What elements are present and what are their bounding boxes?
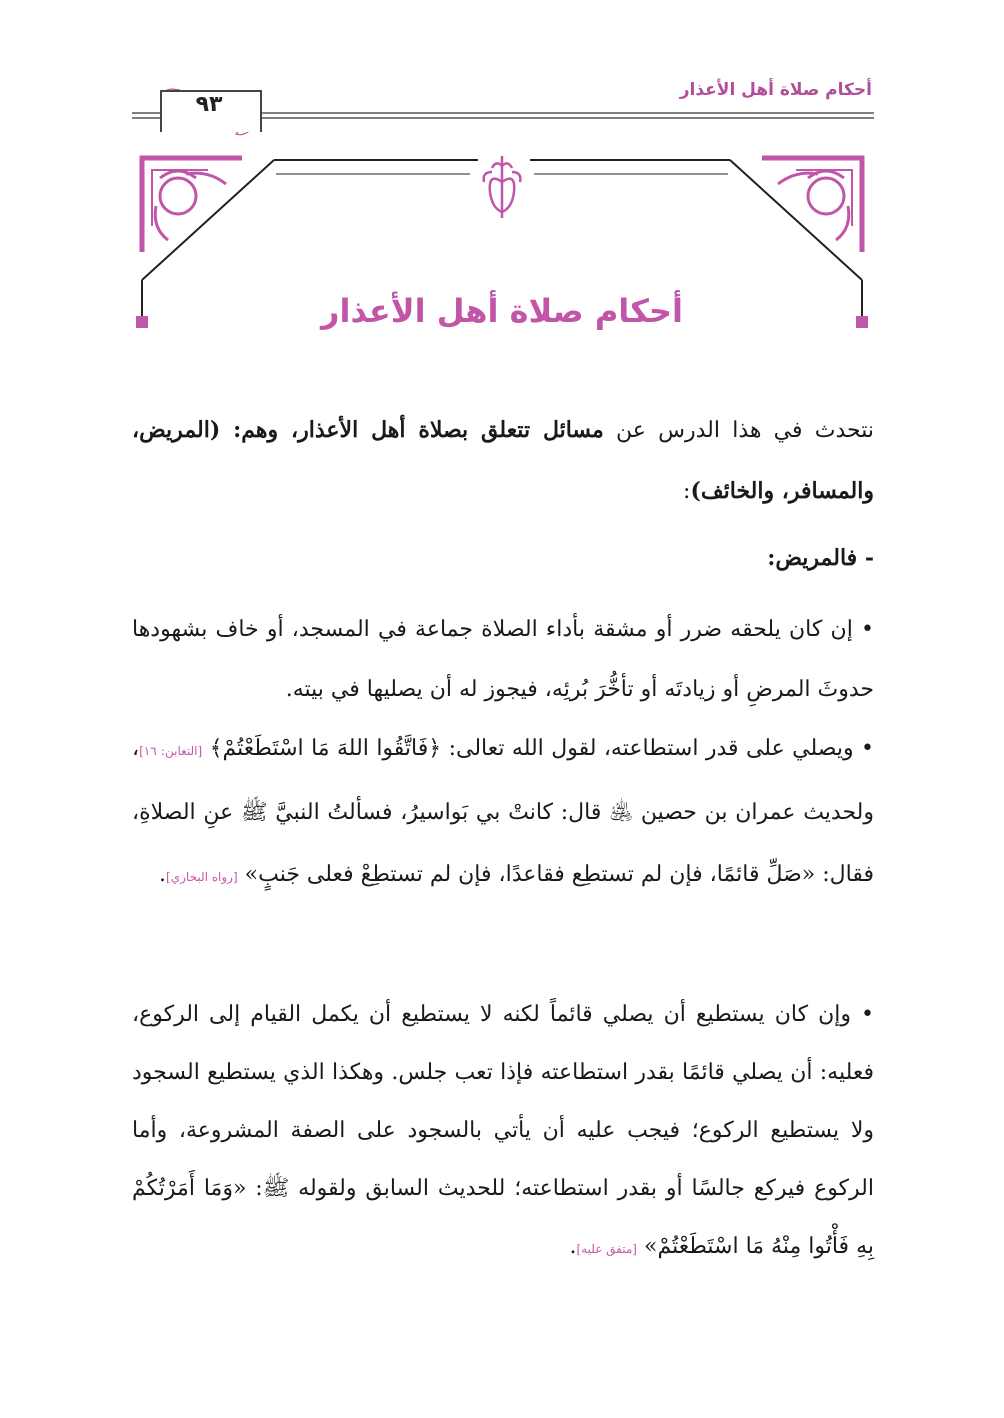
corner-ornament-left-icon [142, 158, 242, 252]
subheading-text: - فالمريض: [767, 545, 874, 571]
para3-end: . [569, 1234, 577, 1259]
para2-text-a: • ويصلي على قدر استطاعته، لقول الله تعالى: ﴿فَاتَّقُوا اللهَ مَا اسْتَطَعْتُمْ﴾ [209, 736, 874, 761]
center-ornament-icon [484, 156, 521, 218]
paragraph-sick-congregation: • إن كان يلحقه ضرر أو مشقة بأداء الصلاة جماعة في المسجد، أو خاف بشهودها حدوثَ المرضِ أو زيادتَه أو تأخُّرَ بُرئِه، فيجوز له أن يصليها في بيته. [132, 617, 874, 702]
running-header-title: أحكام صلاة أهل الأعذار [679, 80, 872, 100]
chapter-title: أحكام صلاة أهل الأعذار [321, 292, 683, 330]
paragraph-standing-bowing [132, 986, 874, 1278]
para2-text-b: ، ولحديث عمران بن حصين ﵁ قال: كانتْ بي بَواسيرُ، فسألتُ النبيَّ ﷺ عنِ الصلاةِ، فقال: «صَلِّ قائمًا، فإن لم تستطِع فقاعدًا، فإن لم تستطِعْ فعلى جَنبٍ» [132, 736, 874, 887]
para2-end: . [159, 862, 167, 887]
intro-text: نتحدث في هذا الدرس عن [603, 418, 874, 443]
page-number: ٩٣ [195, 92, 223, 117]
intro-paragraph [132, 400, 874, 522]
intro-end: : [683, 479, 691, 504]
hadith-reference-bukhari: [رواه البخاري] [166, 870, 238, 884]
quran-reference: [التغابن: ١٦] [139, 744, 203, 758]
paragraph-pray-ability [132, 718, 874, 908]
corner-ornament-right-icon [762, 158, 862, 252]
para3-text: • وإن كان يستطيع أن يصلي قائماً لكنه لا يستطيع أن يكمل القيام إلى الركوع، فعليه: أن يصلي قائمًا بقدر استطاعته فإذا تعب جلس. وهكذا الذي يستطيع السجود ولا يستطيع الركوع؛ فيجب عليه أن يأتي بالسجود على الصفة المشروعة، وأما الركوع فيركع جالسًا أو بقدر استطاعته؛ للحديث السابق ولقوله ﷺ: «وَمَا أَمَرْتُكُمْ بِهِ فَأْتُوا مِنْهُ مَا اسْتَطَعْتُمْ» [132, 1002, 875, 1259]
hadith-reference-agreed: [متفق عليه] [576, 1242, 637, 1256]
subheading-patient [132, 528, 874, 589]
intro-bold-text: مسائل تتعلق بصلاة أهل الأعذار، وهم: (المريض، والمسافر، والخائف) [132, 417, 874, 504]
